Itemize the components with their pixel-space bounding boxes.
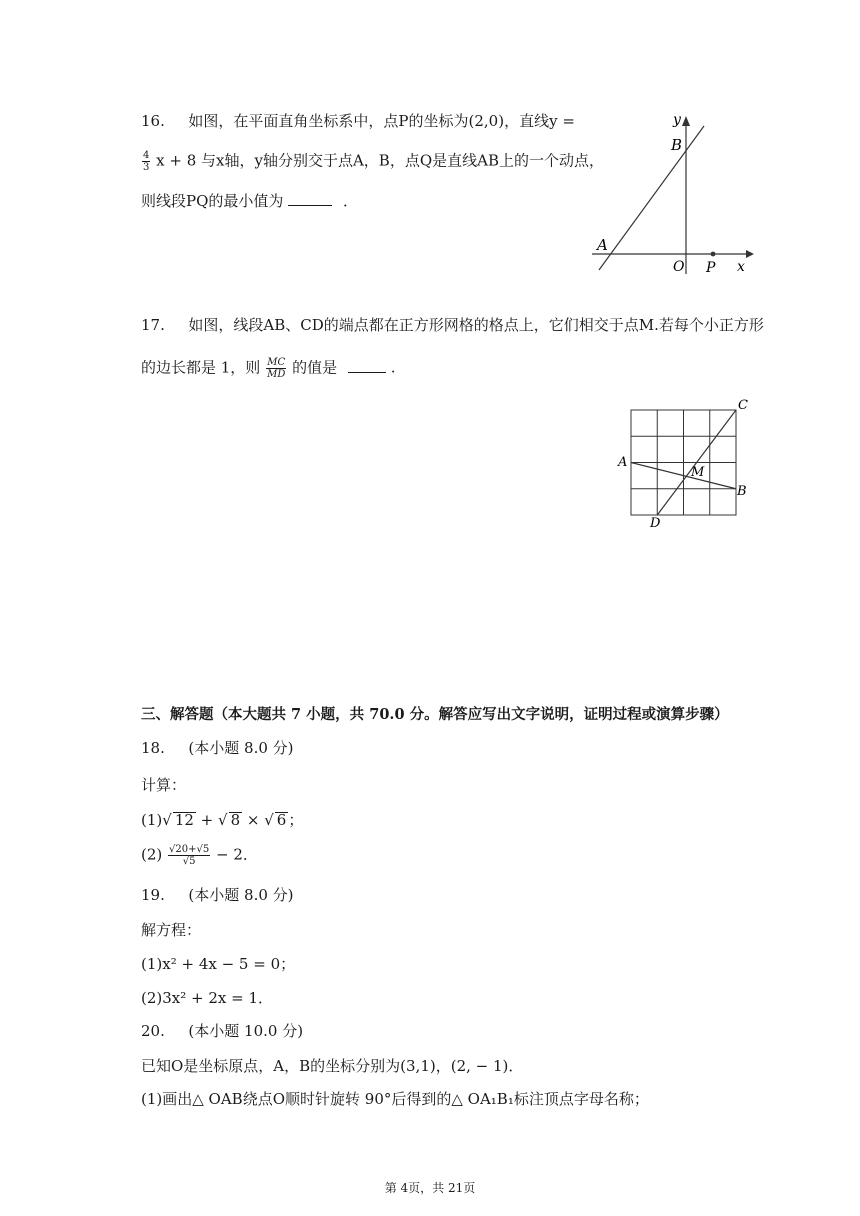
q16-answer-blank bbox=[288, 205, 332, 206]
q20-number: 20. bbox=[141, 1022, 165, 1040]
q16-label-x: x bbox=[737, 259, 745, 275]
q19-score: (本小题 8.0 分) bbox=[188, 886, 294, 904]
q17-text-line2b: 的值是 bbox=[292, 358, 338, 377]
q17-label-c: C bbox=[738, 398, 748, 413]
q18-score: (本小题 8.0 分) bbox=[188, 739, 294, 757]
q16-line-ab bbox=[599, 126, 704, 270]
q17-label-d: D bbox=[650, 516, 661, 531]
q19-intro: 解方程： bbox=[141, 921, 202, 939]
q16-x-arrow bbox=[746, 250, 754, 258]
q17-fraction bbox=[266, 357, 286, 380]
q20-score: (本小题 10.0 分) bbox=[188, 1022, 304, 1040]
q16-label-b: B bbox=[671, 136, 683, 154]
q17-frac-den: MD bbox=[267, 369, 286, 380]
q16-text-line1: 如图，在平面直角坐标系中，点P的坐标为(2,0)，直线y = bbox=[188, 112, 575, 130]
q20-line2: (1)画出△ OAB绕点O顺时针旋转 90°后得到的△ OA₁B₁标注顶点字母名称； bbox=[141, 1090, 649, 1108]
q17-figure bbox=[614, 397, 754, 531]
q16-y-arrow bbox=[682, 116, 690, 126]
q17-text-line2a: 的边长都是 1，则 bbox=[141, 358, 261, 377]
q17-label-b: B bbox=[737, 484, 747, 499]
q17-answer-blank bbox=[348, 372, 386, 373]
q16-text-line3: 则线段PQ的最小值为 bbox=[141, 192, 284, 210]
q18-p2-num: √20+√5 bbox=[169, 844, 210, 855]
q18-part2 bbox=[141, 844, 258, 867]
q18-p2-rest: − 2． bbox=[216, 845, 258, 864]
q18-intro: 计算： bbox=[141, 776, 187, 794]
q16-line1 bbox=[141, 114, 575, 129]
q17-text-line1: 如图，线段AB、CD的端点都在正方形网格的格点上，它们相交于点M.若每个小正方形 bbox=[188, 316, 764, 334]
q18-part1: (1)√ 12 + √ 8 × √ 6 ； bbox=[141, 811, 304, 829]
q16-frac-den: 3 bbox=[143, 162, 150, 173]
q20-line1: 已知O是坐标原点，A，B的坐标分别为(3,1)，(2, − 1)． bbox=[141, 1057, 524, 1075]
q18-p1-b: 8 bbox=[230, 811, 241, 829]
q17-line2 bbox=[141, 357, 396, 380]
q16-label-y: y bbox=[673, 112, 681, 128]
q17-line2-end: . bbox=[390, 358, 396, 377]
q20-header bbox=[141, 1024, 303, 1039]
q16-label-a: A bbox=[597, 236, 608, 254]
q18-p1-c: 6 bbox=[276, 811, 287, 829]
q18-p2-label: (2) bbox=[141, 845, 163, 864]
q19-eq2: (2)3x² + 2x = 1． bbox=[141, 989, 274, 1007]
q19-number: 19. bbox=[141, 886, 165, 904]
q17-line1 bbox=[141, 318, 764, 333]
q18-p2-fraction bbox=[168, 844, 210, 867]
q17-label-m: M bbox=[691, 465, 705, 480]
q18-p2-den: √5 bbox=[182, 856, 196, 867]
q18-p1-end: ； bbox=[288, 811, 304, 829]
q17-frac-num: MC bbox=[267, 357, 286, 368]
q18-p1-a: 12 bbox=[174, 811, 194, 829]
q19-header bbox=[141, 888, 294, 903]
q17-number: 17. bbox=[141, 316, 165, 334]
q16-number: 16. bbox=[141, 112, 165, 130]
q18-header bbox=[141, 741, 294, 756]
q17-label-a: A bbox=[618, 455, 628, 470]
page-footer: 第 4页，共 21页 bbox=[384, 1181, 476, 1195]
q16-line3-end: ． bbox=[342, 192, 358, 210]
q16-point-p bbox=[711, 252, 716, 257]
q16-line2 bbox=[141, 150, 604, 173]
section3-heading: 三、解答题（本大题共 7 小题，共 70.0 分。解答应写出文字说明，证明过程或演算步骤） bbox=[141, 706, 729, 723]
q16-label-p: P bbox=[706, 260, 716, 276]
q16-fraction bbox=[142, 150, 150, 173]
q16-text-line2: x + 8 与x轴，y轴分别交于点A，B，点Q是直线AB上的一个动点， bbox=[156, 151, 604, 170]
q18-number: 18. bbox=[141, 739, 165, 757]
q16-figure bbox=[588, 108, 754, 278]
q16-line3 bbox=[141, 194, 358, 209]
q16-label-o: O bbox=[673, 259, 685, 275]
q19-eq1: (1)x² + 4x − 5 = 0； bbox=[141, 955, 296, 973]
q17-grid bbox=[631, 410, 736, 515]
q16-frac-num: 4 bbox=[143, 150, 150, 161]
q18-p1-label: (1) bbox=[141, 811, 163, 829]
